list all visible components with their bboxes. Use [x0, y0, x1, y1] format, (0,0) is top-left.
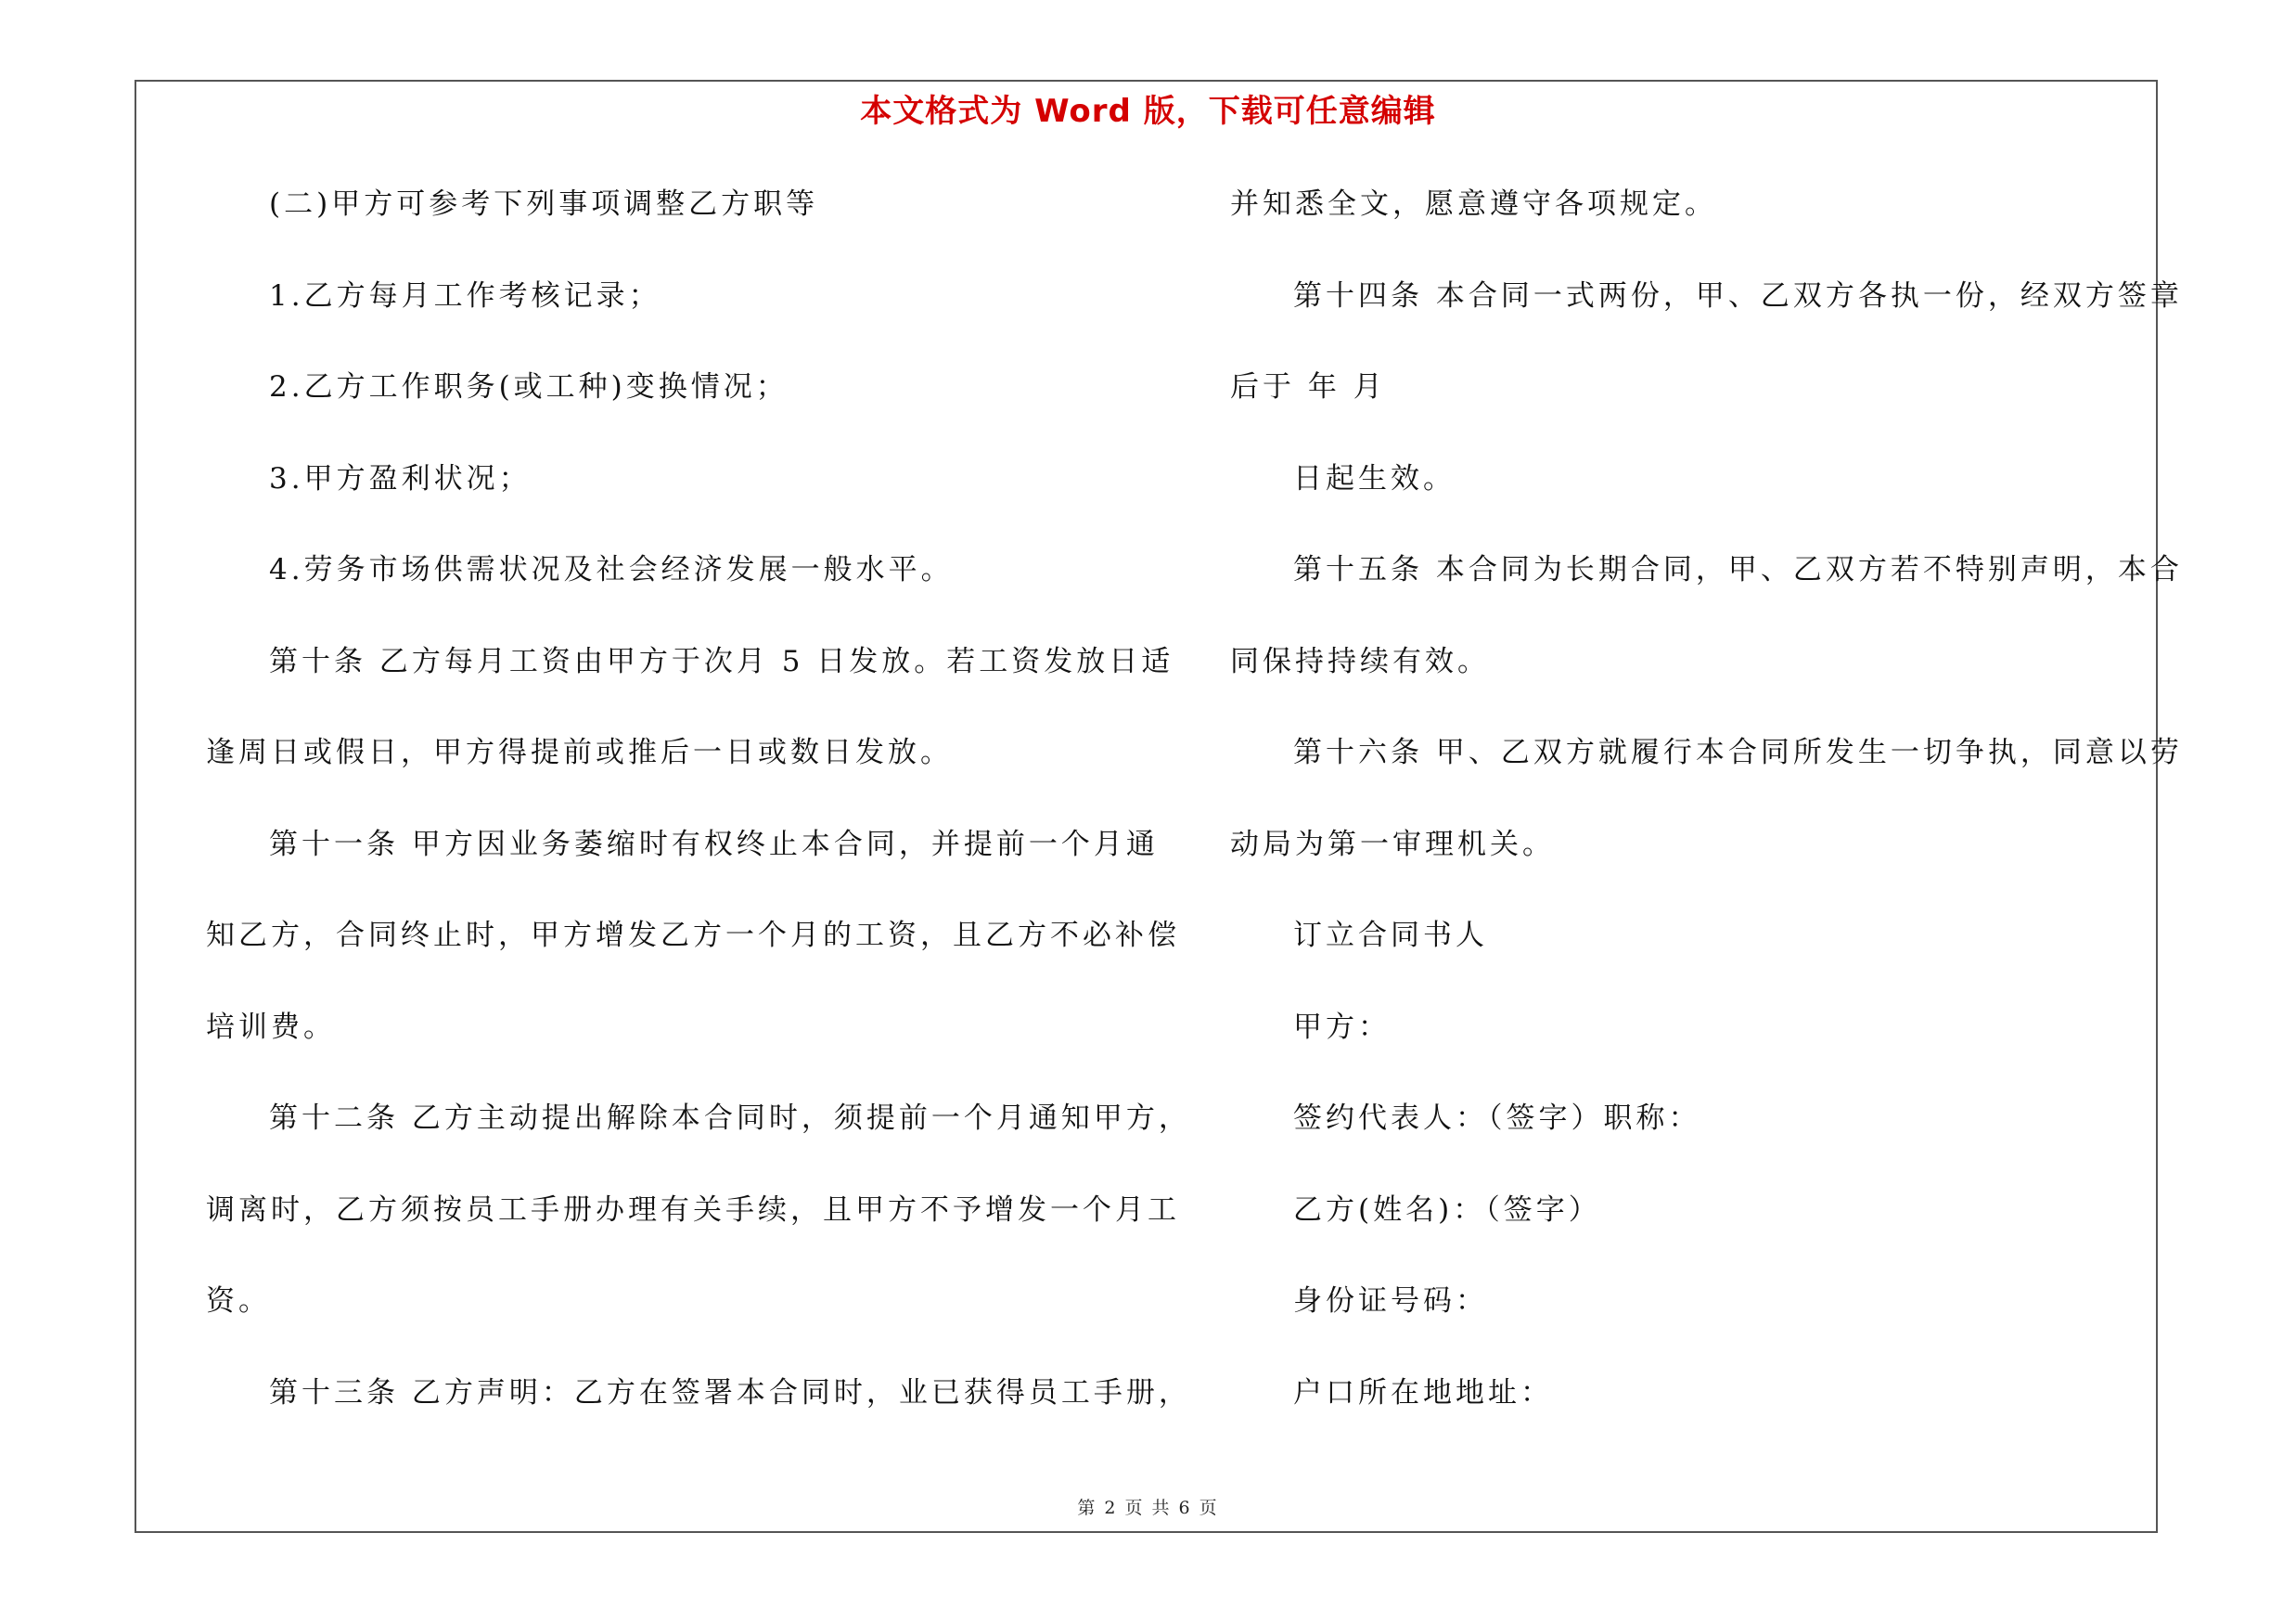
text-line: 第十条 乙方每月工资由甲方于次月 5 日发放。若工资发放日适	[269, 644, 1174, 678]
text-line: 资。	[206, 1284, 271, 1318]
text-line: 第十六条 甲、乙双方就履行本合同所发生一切争执，同意以劳	[1293, 736, 2183, 769]
text-line: 签约代表人：（签字）职称：	[1293, 1101, 1701, 1135]
text-line: 逢周日或假日，甲方得提前或推后一日或数日发放。	[206, 736, 953, 769]
text-line: 乙方(姓名)：（签字）	[1293, 1192, 1601, 1227]
text-line: 第十五条 本合同为长期合同，甲、乙双方若不特别声明，本合	[1293, 553, 2183, 586]
page-number-footer: 第 2 页 共 6 页	[1077, 1498, 1219, 1518]
text-line: 户口所在地地址：	[1293, 1375, 1553, 1410]
text-line: 第十一条 甲方因业务萎缩时有权终止本合同，并提前一个月通	[269, 827, 1159, 861]
format-banner: 本文格式为 Word 版，下载可任意编辑	[860, 93, 1436, 130]
text-line: 培训费。	[206, 1010, 336, 1044]
text-line: 2.乙方工作职务(或工种)变换情况；	[269, 370, 789, 404]
text-line: (二)甲方可参考下列事项调整乙方职等	[269, 187, 819, 221]
text-line: 4.劳务市场供需状况及社会经济发展一般水平。	[269, 553, 954, 586]
text-line: 1.乙方每月工作考核记录；	[269, 278, 661, 313]
text-line: 订立合同书人	[1293, 919, 1488, 952]
text-line: 3.甲方盈利状况；	[269, 461, 532, 496]
text-line: 知乙方，合同终止时，甲方增发乙方一个月的工资，且乙方不必补偿	[206, 919, 1180, 952]
text-line: 甲方：	[1293, 1010, 1391, 1044]
text-line: 第十二条 乙方主动提出解除本合同时，须提前一个月通知甲方，	[269, 1101, 1191, 1135]
text-line: 第十三条 乙方声明：乙方在签署本合同时，业已获得员工手册，	[269, 1375, 1191, 1410]
text-line: 调离时，乙方须按员工手册办理有关手续，且甲方不予增发一个月工	[206, 1192, 1180, 1227]
text-line: 后于 年 月	[1230, 370, 1386, 404]
text-line: 日起生效。	[1293, 461, 1456, 496]
text-line: 同保持持续有效。	[1230, 644, 1490, 678]
text-line: 第十四条 本合同一式两份，甲、乙双方各执一份，经双方签章	[1293, 278, 2183, 313]
text-line: 并知悉全文，愿意遵守各项规定。	[1230, 187, 1717, 221]
text-line: 身份证号码：	[1293, 1284, 1488, 1318]
text-line: 动局为第一审理机关。	[1230, 827, 1555, 861]
